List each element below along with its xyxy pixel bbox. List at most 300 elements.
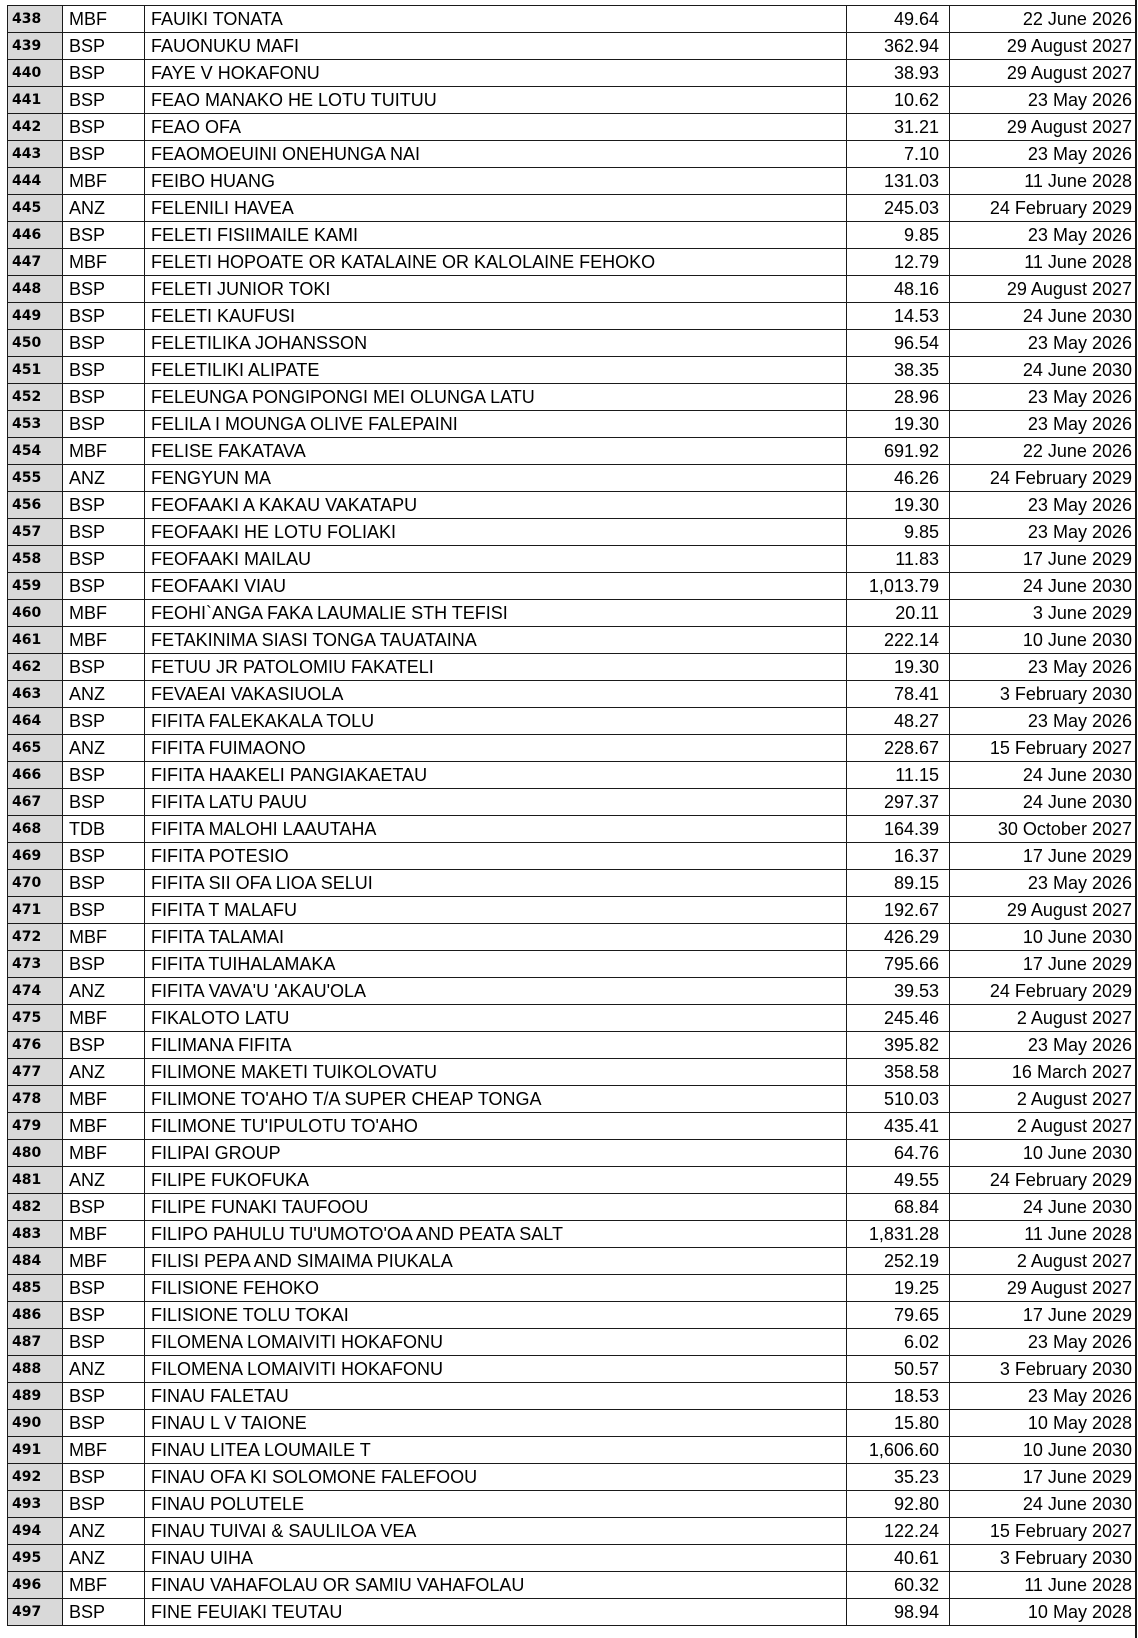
date-cell: 16 March 2027 <box>950 1059 1137 1086</box>
amount-cell: 19.30 <box>847 654 950 681</box>
row-number-cell: 470 <box>8 870 63 897</box>
table-row <box>8 1275 1137 1302</box>
amount-cell: 49.64 <box>847 6 950 33</box>
account-name-cell: FIFITA LATU PAUU <box>145 789 847 816</box>
amount-cell: 7.10 <box>847 141 950 168</box>
account-name-cell: FINAU LITEA LOUMAILE T <box>145 1437 847 1464</box>
row-number-cell: 490 <box>8 1410 63 1437</box>
account-name-cell: FINAU UIHA <box>145 1545 847 1572</box>
date-cell: 24 February 2029 <box>950 465 1137 492</box>
row-number-cell: 444 <box>8 168 63 195</box>
bank-cell: BSP <box>63 330 145 357</box>
row-number-cell: 445 <box>8 195 63 222</box>
table-row <box>8 1518 1137 1545</box>
bank-cell: BSP <box>63 870 145 897</box>
account-name-cell: FETUU JR PATOLOMIU FAKATELI <box>145 654 847 681</box>
table-row <box>8 492 1137 519</box>
amount-cell: 1,831.28 <box>847 1221 950 1248</box>
date-cell: 23 May 2026 <box>950 1032 1137 1059</box>
account-name-cell: FILOMENA LOMAIVITI HOKAFONU <box>145 1356 847 1383</box>
account-name-cell: FELENILI HAVEA <box>145 195 847 222</box>
amount-cell: 48.27 <box>847 708 950 735</box>
table-row <box>8 735 1137 762</box>
bank-cell: MBF <box>63 924 145 951</box>
account-name-cell: FEAO OFA <box>145 114 847 141</box>
account-name-cell: FEVAEAI VAKASIUOLA <box>145 681 847 708</box>
bank-cell: ANZ <box>63 1167 145 1194</box>
bank-cell: BSP <box>63 384 145 411</box>
amount-cell: 192.67 <box>847 897 950 924</box>
row-number-cell: 489 <box>8 1383 63 1410</box>
table-row <box>8 951 1137 978</box>
date-cell: 11 June 2028 <box>950 249 1137 276</box>
table-row <box>8 1167 1137 1194</box>
row-number-cell: 457 <box>8 519 63 546</box>
row-number-cell: 483 <box>8 1221 63 1248</box>
bank-cell: BSP <box>63 546 145 573</box>
amount-cell: 28.96 <box>847 384 950 411</box>
row-number-cell: 458 <box>8 546 63 573</box>
table-row <box>8 1464 1137 1491</box>
date-cell: 11 June 2028 <box>950 1221 1137 1248</box>
account-name-cell: FEOFAAKI A KAKAU VAKATAPU <box>145 492 847 519</box>
date-cell: 15 February 2027 <box>950 1518 1137 1545</box>
amount-cell: 15.80 <box>847 1410 950 1437</box>
table-row <box>8 1194 1137 1221</box>
account-name-cell: FETAKINIMA SIASI TONGA TAUATAINA <box>145 627 847 654</box>
amount-cell: 510.03 <box>847 1086 950 1113</box>
account-name-cell: FILIMONE TO'AHO T/A SUPER CHEAP TONGA <box>145 1086 847 1113</box>
row-number-cell: 441 <box>8 87 63 114</box>
account-name-cell: FELETI KAUFUSI <box>145 303 847 330</box>
amount-cell: 164.39 <box>847 816 950 843</box>
bank-cell: BSP <box>63 60 145 87</box>
date-cell: 24 June 2030 <box>950 573 1137 600</box>
table-row <box>8 897 1137 924</box>
date-cell: 24 February 2029 <box>950 195 1137 222</box>
row-number-cell: 442 <box>8 114 63 141</box>
table-row <box>8 141 1137 168</box>
amount-cell: 426.29 <box>847 924 950 951</box>
amount-cell: 92.80 <box>847 1491 950 1518</box>
account-name-cell: FILIPAI GROUP <box>145 1140 847 1167</box>
row-number-cell: 472 <box>8 924 63 951</box>
records-table-body <box>8 6 1137 1626</box>
bank-cell: BSP <box>63 1032 145 1059</box>
bank-cell: ANZ <box>63 1518 145 1545</box>
bank-cell: ANZ <box>63 195 145 222</box>
table-row <box>8 1221 1137 1248</box>
date-cell: 17 June 2029 <box>950 546 1137 573</box>
amount-cell: 40.61 <box>847 1545 950 1572</box>
row-number-cell: 468 <box>8 816 63 843</box>
account-name-cell: FINAU POLUTELE <box>145 1491 847 1518</box>
bank-cell: BSP <box>63 1491 145 1518</box>
amount-cell: 11.83 <box>847 546 950 573</box>
account-name-cell: FEOFAAKI VIAU <box>145 573 847 600</box>
date-cell: 17 June 2029 <box>950 843 1137 870</box>
table-row <box>8 789 1137 816</box>
table-row <box>8 465 1137 492</box>
table-row <box>8 762 1137 789</box>
row-number-cell: 456 <box>8 492 63 519</box>
date-cell: 29 August 2027 <box>950 114 1137 141</box>
bank-cell: BSP <box>63 87 145 114</box>
date-cell: 3 June 2029 <box>950 600 1137 627</box>
row-number-cell: 496 <box>8 1572 63 1599</box>
date-cell: 17 June 2029 <box>950 1464 1137 1491</box>
table-row <box>8 330 1137 357</box>
table-row <box>8 627 1137 654</box>
account-name-cell: FIFITA T MALAFU <box>145 897 847 924</box>
account-name-cell: FELETILIKI ALIPATE <box>145 357 847 384</box>
table-row <box>8 1248 1137 1275</box>
amount-cell: 16.37 <box>847 843 950 870</box>
account-name-cell: FIKALOTO LATU <box>145 1005 847 1032</box>
table-row <box>8 1086 1137 1113</box>
amount-cell: 48.16 <box>847 276 950 303</box>
amount-cell: 9.85 <box>847 519 950 546</box>
table-row <box>8 33 1137 60</box>
date-cell: 15 February 2027 <box>950 735 1137 762</box>
row-number-cell: 443 <box>8 141 63 168</box>
bank-cell: BSP <box>63 1410 145 1437</box>
bank-cell: ANZ <box>63 1356 145 1383</box>
row-number-cell: 459 <box>8 573 63 600</box>
account-name-cell: FIFITA MALOHI LAAUTAHA <box>145 816 847 843</box>
table-row <box>8 1572 1137 1599</box>
account-name-cell: FINAU VAHAFOLAU OR SAMIU VAHAFOLAU <box>145 1572 847 1599</box>
amount-cell: 222.14 <box>847 627 950 654</box>
amount-cell: 79.65 <box>847 1302 950 1329</box>
account-name-cell: FIFITA VAVA'U 'AKAU'OLA <box>145 978 847 1005</box>
row-number-cell: 481 <box>8 1167 63 1194</box>
date-cell: 3 February 2030 <box>950 681 1137 708</box>
date-cell: 10 May 2028 <box>950 1410 1137 1437</box>
amount-cell: 691.92 <box>847 438 950 465</box>
amount-cell: 49.55 <box>847 1167 950 1194</box>
row-number-cell: 465 <box>8 735 63 762</box>
account-name-cell: FEOFAAKI MAILAU <box>145 546 847 573</box>
amount-cell: 228.67 <box>847 735 950 762</box>
amount-cell: 98.94 <box>847 1599 950 1626</box>
table-row <box>8 924 1137 951</box>
bank-cell: MBF <box>63 1140 145 1167</box>
date-cell: 2 August 2027 <box>950 1005 1137 1032</box>
table-row <box>8 1140 1137 1167</box>
bank-cell: BSP <box>63 897 145 924</box>
date-cell: 22 June 2026 <box>950 438 1137 465</box>
bank-cell: BSP <box>63 114 145 141</box>
bank-cell: BSP <box>63 1383 145 1410</box>
date-cell: 17 June 2029 <box>950 951 1137 978</box>
amount-cell: 60.32 <box>847 1572 950 1599</box>
amount-cell: 12.79 <box>847 249 950 276</box>
date-cell: 29 August 2027 <box>950 33 1137 60</box>
amount-cell: 38.35 <box>847 357 950 384</box>
row-number-cell: 475 <box>8 1005 63 1032</box>
row-number-cell: 492 <box>8 1464 63 1491</box>
table-row <box>8 816 1137 843</box>
amount-cell: 19.30 <box>847 492 950 519</box>
date-cell: 24 June 2030 <box>950 762 1137 789</box>
table-row <box>8 1356 1137 1383</box>
bank-cell: BSP <box>63 222 145 249</box>
amount-cell: 50.57 <box>847 1356 950 1383</box>
table-row <box>8 654 1137 681</box>
table-row <box>8 1410 1137 1437</box>
bank-cell: ANZ <box>63 681 145 708</box>
date-cell: 24 June 2030 <box>950 1194 1137 1221</box>
bank-cell: ANZ <box>63 735 145 762</box>
account-name-cell: FILIMONE MAKETI TUIKOLOVATU <box>145 1059 847 1086</box>
row-number-cell: 471 <box>8 897 63 924</box>
account-name-cell: FINAU FALETAU <box>145 1383 847 1410</box>
bank-cell: MBF <box>63 6 145 33</box>
row-number-cell: 462 <box>8 654 63 681</box>
table-row <box>8 168 1137 195</box>
row-number-cell: 480 <box>8 1140 63 1167</box>
amount-cell: 362.94 <box>847 33 950 60</box>
row-number-cell: 484 <box>8 1248 63 1275</box>
table-row <box>8 681 1137 708</box>
account-name-cell: FAUIKI TONATA <box>145 6 847 33</box>
bank-cell: BSP <box>63 303 145 330</box>
account-name-cell: FILIMANA FIFITA <box>145 1032 847 1059</box>
date-cell: 23 May 2026 <box>950 708 1137 735</box>
table-row <box>8 438 1137 465</box>
date-cell: 29 August 2027 <box>950 276 1137 303</box>
bank-cell: BSP <box>63 1275 145 1302</box>
row-number-cell: 452 <box>8 384 63 411</box>
row-number-cell: 488 <box>8 1356 63 1383</box>
amount-cell: 122.24 <box>847 1518 950 1545</box>
bank-cell: BSP <box>63 1329 145 1356</box>
amount-cell: 297.37 <box>847 789 950 816</box>
date-cell: 11 June 2028 <box>950 1572 1137 1599</box>
date-cell: 22 June 2026 <box>950 6 1137 33</box>
amount-cell: 46.26 <box>847 465 950 492</box>
account-name-cell: FELISE FAKATAVA <box>145 438 847 465</box>
row-number-cell: 491 <box>8 1437 63 1464</box>
amount-cell: 6.02 <box>847 1329 950 1356</box>
table-row <box>8 1383 1137 1410</box>
date-cell: 24 June 2030 <box>950 303 1137 330</box>
amount-cell: 19.30 <box>847 411 950 438</box>
amount-cell: 252.19 <box>847 1248 950 1275</box>
amount-cell: 435.41 <box>847 1113 950 1140</box>
date-cell: 23 May 2026 <box>950 384 1137 411</box>
account-name-cell: FILISIONE TOLU TOKAI <box>145 1302 847 1329</box>
table-row <box>8 60 1137 87</box>
amount-cell: 96.54 <box>847 330 950 357</box>
date-cell: 23 May 2026 <box>950 1329 1137 1356</box>
row-number-cell: 460 <box>8 600 63 627</box>
amount-cell: 31.21 <box>847 114 950 141</box>
amount-cell: 1,013.79 <box>847 573 950 600</box>
row-number-cell: 495 <box>8 1545 63 1572</box>
account-name-cell: FIFITA FALEKAKALA TOLU <box>145 708 847 735</box>
row-number-cell: 476 <box>8 1032 63 1059</box>
account-name-cell: FINAU OFA KI SOLOMONE FALEFOOU <box>145 1464 847 1491</box>
date-cell: 23 May 2026 <box>950 654 1137 681</box>
bank-cell: BSP <box>63 141 145 168</box>
bank-cell: MBF <box>63 627 145 654</box>
row-number-cell: 478 <box>8 1086 63 1113</box>
date-cell: 3 February 2030 <box>950 1545 1137 1572</box>
row-number-cell: 497 <box>8 1599 63 1626</box>
date-cell: 30 October 2027 <box>950 816 1137 843</box>
account-name-cell: FIFITA HAAKELI PANGIAKAETAU <box>145 762 847 789</box>
amount-cell: 14.53 <box>847 303 950 330</box>
table-row <box>8 411 1137 438</box>
row-number-cell: 482 <box>8 1194 63 1221</box>
bank-cell: TDB <box>63 816 145 843</box>
date-cell: 10 June 2030 <box>950 1437 1137 1464</box>
row-number-cell: 464 <box>8 708 63 735</box>
account-name-cell: FELEUNGA PONGIPONGI MEI OLUNGA LATU <box>145 384 847 411</box>
amount-cell: 19.25 <box>847 1275 950 1302</box>
account-name-cell: FELETI HOPOATE OR KATALAINE OR KALOLAINE FEHOKO <box>145 249 847 276</box>
date-cell: 17 June 2029 <box>950 1302 1137 1329</box>
row-number-cell: 486 <box>8 1302 63 1329</box>
table-row <box>8 195 1137 222</box>
date-cell: 24 June 2030 <box>950 357 1137 384</box>
bank-cell: MBF <box>63 1005 145 1032</box>
date-cell: 10 June 2030 <box>950 627 1137 654</box>
bank-cell: MBF <box>63 438 145 465</box>
table-row <box>8 600 1137 627</box>
account-name-cell: FIFITA TUIHALAMAKA <box>145 951 847 978</box>
account-name-cell: FINAU TUIVAI & SAULILOA VEA <box>145 1518 847 1545</box>
date-cell: 23 May 2026 <box>950 330 1137 357</box>
date-cell: 24 February 2029 <box>950 978 1137 1005</box>
table-row <box>8 1113 1137 1140</box>
account-name-cell: FINE FEUIAKI TEUTAU <box>145 1599 847 1626</box>
account-name-cell: FILOMENA LOMAIVITI HOKAFONU <box>145 1329 847 1356</box>
date-cell: 23 May 2026 <box>950 870 1137 897</box>
account-name-cell: FELETI JUNIOR TOKI <box>145 276 847 303</box>
table-row <box>8 1599 1137 1626</box>
records-table <box>7 5 1137 1626</box>
account-name-cell: FEOFAAKI HE LOTU FOLIAKI <box>145 519 847 546</box>
amount-cell: 358.58 <box>847 1059 950 1086</box>
row-number-cell: 494 <box>8 1518 63 1545</box>
bank-cell: ANZ <box>63 465 145 492</box>
bank-cell: BSP <box>63 1464 145 1491</box>
table-row <box>8 573 1137 600</box>
bank-cell: MBF <box>63 600 145 627</box>
amount-cell: 20.11 <box>847 600 950 627</box>
account-name-cell: FAUONUKU MAFI <box>145 33 847 60</box>
table-row <box>8 708 1137 735</box>
row-number-cell: 446 <box>8 222 63 249</box>
row-number-cell: 487 <box>8 1329 63 1356</box>
bank-cell: MBF <box>63 1572 145 1599</box>
amount-cell: 39.53 <box>847 978 950 1005</box>
account-name-cell: FAYE V HOKAFONU <box>145 60 847 87</box>
amount-cell: 18.53 <box>847 1383 950 1410</box>
row-number-cell: 485 <box>8 1275 63 1302</box>
bank-cell: BSP <box>63 276 145 303</box>
amount-cell: 78.41 <box>847 681 950 708</box>
amount-cell: 9.85 <box>847 222 950 249</box>
date-cell: 24 June 2030 <box>950 789 1137 816</box>
sheet-right-border <box>1135 0 1137 1638</box>
table-row <box>8 222 1137 249</box>
row-number-cell: 439 <box>8 33 63 60</box>
amount-cell: 131.03 <box>847 168 950 195</box>
bank-cell: BSP <box>63 357 145 384</box>
row-number-cell: 454 <box>8 438 63 465</box>
row-number-cell: 451 <box>8 357 63 384</box>
bank-cell: ANZ <box>63 1545 145 1572</box>
amount-cell: 395.82 <box>847 1032 950 1059</box>
row-number-cell: 453 <box>8 411 63 438</box>
table-row <box>8 1005 1137 1032</box>
amount-cell: 64.76 <box>847 1140 950 1167</box>
bank-cell: BSP <box>63 654 145 681</box>
table-row <box>8 384 1137 411</box>
table-row <box>8 1329 1137 1356</box>
table-row <box>8 1491 1137 1518</box>
table-row <box>8 1059 1137 1086</box>
amount-cell: 10.62 <box>847 87 950 114</box>
table-row <box>8 1437 1137 1464</box>
account-name-cell: FILIPO PAHULU TU'UMOTO'OA AND PEATA SALT <box>145 1221 847 1248</box>
row-number-cell: 467 <box>8 789 63 816</box>
amount-cell: 245.03 <box>847 195 950 222</box>
table-row <box>8 843 1137 870</box>
amount-cell: 68.84 <box>847 1194 950 1221</box>
table-row <box>8 87 1137 114</box>
date-cell: 2 August 2027 <box>950 1113 1137 1140</box>
row-number-cell: 450 <box>8 330 63 357</box>
account-name-cell: FEIBO HUANG <box>145 168 847 195</box>
amount-cell: 245.46 <box>847 1005 950 1032</box>
row-number-cell: 463 <box>8 681 63 708</box>
bank-cell: MBF <box>63 249 145 276</box>
table-row <box>8 249 1137 276</box>
amount-cell: 11.15 <box>847 762 950 789</box>
account-name-cell: FILIPE FUKOFUKA <box>145 1167 847 1194</box>
bank-cell: BSP <box>63 762 145 789</box>
bank-cell: BSP <box>63 33 145 60</box>
bank-cell: MBF <box>63 1113 145 1140</box>
amount-cell: 35.23 <box>847 1464 950 1491</box>
table-row <box>8 276 1137 303</box>
date-cell: 23 May 2026 <box>950 141 1137 168</box>
table-row <box>8 519 1137 546</box>
bank-cell: MBF <box>63 1248 145 1275</box>
date-cell: 2 August 2027 <box>950 1248 1137 1275</box>
date-cell: 23 May 2026 <box>950 492 1137 519</box>
bank-cell: BSP <box>63 789 145 816</box>
table-row <box>8 6 1137 33</box>
bank-cell: BSP <box>63 1194 145 1221</box>
bank-cell: MBF <box>63 1086 145 1113</box>
date-cell: 29 August 2027 <box>950 1275 1137 1302</box>
table-row <box>8 1032 1137 1059</box>
bank-cell: MBF <box>63 168 145 195</box>
date-cell: 23 May 2026 <box>950 519 1137 546</box>
table-row <box>8 1302 1137 1329</box>
account-name-cell: FEAO MANAKO HE LOTU TUITUU <box>145 87 847 114</box>
row-number-cell: 466 <box>8 762 63 789</box>
account-name-cell: FILISI PEPA AND SIMAIMA PIUKALA <box>145 1248 847 1275</box>
row-number-cell: 447 <box>8 249 63 276</box>
date-cell: 3 February 2030 <box>950 1356 1137 1383</box>
